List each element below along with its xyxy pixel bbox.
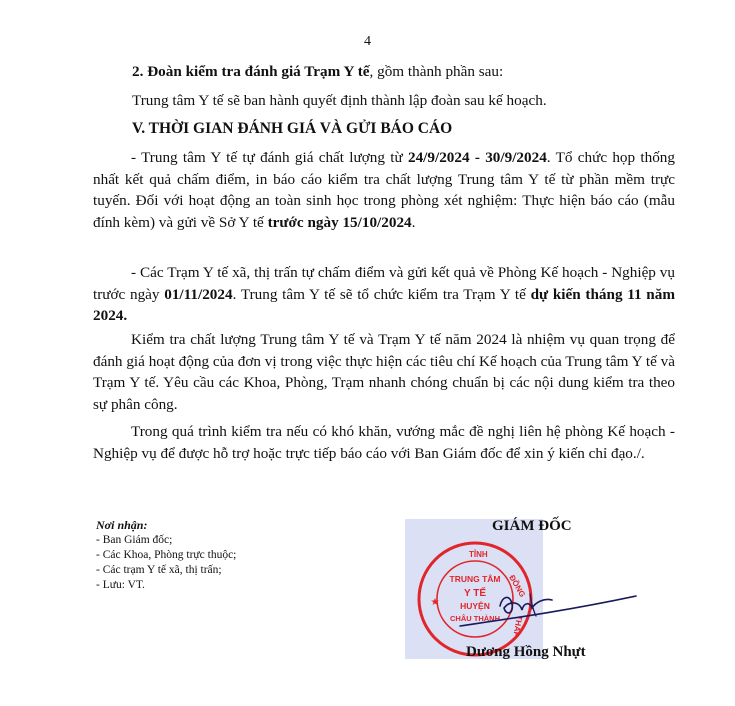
- seal-ring-text: TỈNH: [469, 550, 488, 559]
- section5-paragraph-2: [93, 262, 675, 328]
- section5-paragraph-3: Kiểm tra chất lượng Trung tâm Y tế và Trạm Y tế năm 2024 là nhiệm vụ quan trọng để đánh giá hoạt động của đơn vị trong việc thực hiện các tiêu chí Kế hoạch của Trung tâm Y tế và Trạm Y tế. Yêu cầu các Khoa, Phòng, Trạm nhanh chóng chuẩn bị các nội dung kiểm tra theo sự phân công.: [93, 331, 675, 413]
- seal-line: Y TẾ: [463, 588, 487, 599]
- section2-heading-bold: 2. Đoàn kiểm tra đánh giá Trạm Y tế: [132, 63, 370, 80]
- recipient-item: - Lưu: VT.: [96, 579, 145, 591]
- seal-line: CHÂU THÀNH: [450, 614, 500, 623]
- section5-paragraph-1: [93, 147, 675, 257]
- p1-text-a: - Trung tâm Y tế tự đánh giá chất lượng từ: [131, 149, 408, 166]
- p1-text-e: .: [411, 213, 416, 231]
- section5-heading: V. THỜI GIAN ĐÁNH GIÁ VÀ GỬI BÁO CÁO: [132, 120, 453, 137]
- p2-text-c: . Trung tâm Y tế sẽ tổ chức kiểm tra Trạm Y tế: [232, 285, 531, 303]
- section2-heading: [132, 61, 503, 83]
- seal-ring-text: ĐỒNG: [507, 573, 528, 599]
- seal-ring-text: THÁP: [511, 614, 524, 638]
- section2-body: Trung tâm Y tế sẽ ban hành quyết định thành lập đoàn sau kế hoạch.: [132, 92, 547, 109]
- recipient-item: - Các trạm Y tế xã, thị trấn;: [96, 564, 222, 576]
- p2-expected-month: dự kiến tháng 11 năm 2024.: [93, 285, 676, 324]
- recipient-item: - Ban Giám đốc;: [96, 534, 173, 546]
- recipients-block: [96, 518, 236, 593]
- page-number: 4: [364, 34, 371, 49]
- section2-heading-rest: , gồm thành phần sau:: [369, 63, 504, 80]
- p1-text-c: . Tổ chức họp thống nhất kết quả chấm điểm, in báo cáo kiểm tra chất lượng Trung tâm Y tế từ phần mềm trực tuyến. Đối với hoạt động an toàn sinh học trong phòng xét nghiệm: Thực hiện báo cáo (mẫu đính kèm) và gửi về Sở Y tế: [93, 149, 675, 231]
- section5-paragraph-4: Trong quá trình kiểm tra nếu có khó khăn, vướng mắc đề nghị liên hệ phòng Kế hoạch - Nghiệp vụ để được hỗ trợ hoặc trực tiếp báo cáo với Ban Giám đốc để xin ý kiến chỉ đạo./.: [93, 423, 675, 462]
- p2-date: 01/11/2024: [164, 285, 233, 303]
- seal-line: TRUNG TÂM: [449, 574, 501, 584]
- seal-star: ★: [430, 597, 440, 608]
- recipients-heading: Nơi nhận:: [96, 518, 148, 532]
- signer-title: GIÁM ĐỐC: [492, 518, 572, 534]
- handwritten-signature: [440, 576, 640, 646]
- p2-text-a: - Các Trạm Y tế xã, thị trấn tự chấm điểm và gửi kết quả về Phòng Kế hoạch - Nghiệp vụ trước ngày: [93, 264, 675, 303]
- p1-date-range: 24/9/2024 - 30/9/2024: [407, 149, 547, 166]
- p1-deadline: trước ngày 15/10/2024: [267, 213, 412, 231]
- signer-name: Dương Hồng Nhựt: [466, 644, 586, 660]
- recipient-item: - Các Khoa, Phòng trực thuộc;: [96, 549, 237, 561]
- seal-line: HUYỆN: [460, 601, 490, 611]
